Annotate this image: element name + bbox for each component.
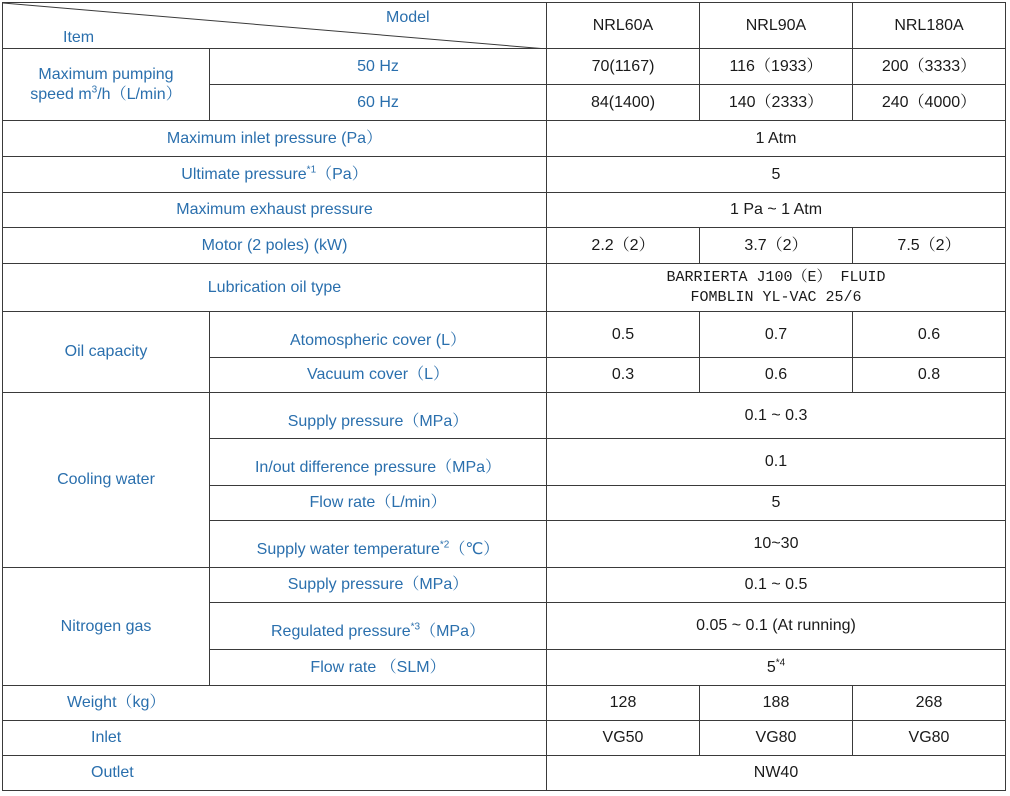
nitrogen-regulated-text-main: Regulated pressure bbox=[271, 623, 411, 640]
pumping-speed-60hz-label: 60 Hz bbox=[210, 85, 547, 121]
cooling-temperature-text-main: Supply water temperature bbox=[256, 541, 440, 558]
pumping-speed-unit-sup: 3 bbox=[91, 84, 98, 96]
pumping-speed-50hz-nrl180a: 200（3333） bbox=[853, 49, 1006, 85]
weight-label: Weight（kg） bbox=[3, 686, 547, 721]
nitrogen-flow-rate-label: Flow rate （SLM） bbox=[210, 650, 547, 686]
lubrication-oil-value bbox=[547, 264, 1006, 312]
cooling-flow-rate-label: Flow rate（L/min） bbox=[210, 486, 547, 521]
pumping-speed-50hz-nrl60a: 70(1167) bbox=[547, 49, 700, 85]
nitrogen-regulated-footnote: *3 bbox=[410, 621, 421, 633]
ultimate-pressure-value: 5 bbox=[547, 157, 1006, 193]
nitrogen-regulated-pressure-text bbox=[271, 610, 485, 642]
model-name-nrl90a: NRL90A bbox=[700, 3, 853, 49]
pumping-speed-label bbox=[3, 49, 210, 121]
oil-capacity-atmospheric-nrl180a: 0.6 bbox=[853, 312, 1006, 358]
motor-nrl90a: 3.7（2） bbox=[700, 228, 853, 264]
weight-nrl60a: 128 bbox=[547, 686, 700, 721]
item-header-label: Item bbox=[63, 29, 95, 46]
model-name-nrl60a: NRL60A bbox=[547, 3, 700, 49]
weight-nrl90a: 188 bbox=[700, 686, 853, 721]
nitrogen-regulated-unit: （MPa） bbox=[420, 623, 485, 640]
cooling-flow-rate-value: 5 bbox=[547, 486, 1006, 521]
cooling-temperature-value: 10~30 bbox=[547, 521, 1006, 568]
outlet-value: NW40 bbox=[547, 756, 1006, 791]
inlet-nrl60a: VG50 bbox=[547, 721, 700, 756]
lubrication-oil-line2: FOMBLIN YL-VAC 25/6 bbox=[690, 288, 862, 306]
ultimate-pressure-label bbox=[3, 157, 547, 193]
oil-capacity-atmospheric-nrl60a: 0.5 bbox=[547, 312, 700, 358]
nitrogen-flow-rate-number: 5 bbox=[766, 658, 776, 676]
nitrogen-flow-rate-value bbox=[547, 650, 1006, 686]
oil-capacity-atmospheric-text: Atomospheric cover (L） bbox=[289, 331, 467, 349]
nitrogen-supply-pressure-value: 0.1 ~ 0.5 bbox=[547, 568, 1006, 603]
inlet-pressure-label: Maximum inlet pressure (Pa） bbox=[3, 121, 547, 157]
nitrogen-flow-rate-footnote: *4 bbox=[775, 657, 786, 669]
model-name-nrl180a: NRL180A bbox=[853, 3, 1006, 49]
oil-capacity-atmospheric-nrl90a: 0.7 bbox=[700, 312, 853, 358]
pumping-speed-unit-suffix: /h（L/min） bbox=[97, 85, 182, 103]
model-header-label: Model bbox=[386, 9, 430, 26]
pumping-speed-50hz-nrl90a: 116（1933） bbox=[700, 49, 853, 85]
oil-capacity-vacuum-nrl60a: 0.3 bbox=[547, 358, 700, 393]
header-corner-cell bbox=[3, 3, 547, 49]
cooling-supply-pressure-label bbox=[210, 393, 547, 439]
exhaust-pressure-value: 1 Pa ~ 1 Atm bbox=[547, 193, 1006, 228]
nitrogen-regulated-pressure-label bbox=[210, 603, 547, 650]
exhaust-pressure-label: Maximum exhaust pressure bbox=[3, 193, 547, 228]
inlet-pressure-value: 1 Atm bbox=[547, 121, 1006, 157]
cooling-temperature-unit: （℃） bbox=[449, 541, 500, 558]
pumping-speed-label-line1: Maximum pumping bbox=[38, 65, 174, 83]
nitrogen-supply-pressure-label: Supply pressure（MPa） bbox=[210, 568, 547, 603]
oil-capacity-vacuum-nrl90a: 0.6 bbox=[700, 358, 853, 393]
outlet-label: Outlet bbox=[3, 756, 547, 791]
motor-label: Motor (2 poles) (kW) bbox=[3, 228, 547, 264]
ultimate-pressure-unit: （Pa） bbox=[316, 165, 368, 183]
ultimate-pressure-label-text: Ultimate pressure bbox=[181, 165, 307, 183]
pumping-speed-60hz-nrl180a: 240（4000） bbox=[853, 85, 1006, 121]
weight-nrl180a: 268 bbox=[853, 686, 1006, 721]
cooling-supply-pressure-value: 0.1 ~ 0.3 bbox=[547, 393, 1006, 439]
oil-capacity-vacuum-nrl180a: 0.8 bbox=[853, 358, 1006, 393]
pumping-speed-60hz-nrl60a: 84(1400) bbox=[547, 85, 700, 121]
motor-nrl180a: 7.5（2） bbox=[853, 228, 1006, 264]
nitrogen-gas-label: Nitrogen gas bbox=[3, 568, 210, 686]
pumping-speed-50hz-label: 50 Hz bbox=[210, 49, 547, 85]
inlet-nrl90a: VG80 bbox=[700, 721, 853, 756]
lubrication-oil-label: Lubrication oil type bbox=[3, 264, 547, 312]
nitrogen-regulated-pressure-value: 0.05 ~ 0.1 (At running) bbox=[547, 603, 1006, 650]
oil-capacity-atmospheric-label bbox=[210, 312, 547, 358]
cooling-water-label: Cooling water bbox=[3, 393, 210, 568]
pumping-speed-label-line2 bbox=[3, 85, 209, 105]
cooling-diff-pressure-label bbox=[210, 439, 547, 486]
pumping-speed-unit-prefix: speed m bbox=[30, 85, 92, 103]
ultimate-pressure-footnote: *1 bbox=[306, 164, 317, 176]
cooling-diff-pressure-text: In/out difference pressure（MPa） bbox=[254, 459, 502, 476]
cooling-temperature-text bbox=[257, 528, 500, 560]
cooling-diff-pressure-value: 0.1 bbox=[547, 439, 1006, 486]
motor-nrl60a: 2.2（2） bbox=[547, 228, 700, 264]
oil-capacity-vacuum-label: Vacuum cover（L） bbox=[210, 358, 547, 393]
cooling-supply-pressure-text: Supply pressure（MPa） bbox=[287, 412, 469, 430]
cooling-temperature-label bbox=[210, 521, 547, 568]
pumping-speed-60hz-nrl90a: 140（2333） bbox=[700, 85, 853, 121]
inlet-label: Inlet bbox=[3, 721, 547, 756]
inlet-nrl180a: VG80 bbox=[853, 721, 1006, 756]
oil-capacity-label: Oil capacity bbox=[3, 312, 210, 393]
cooling-temperature-footnote: *2 bbox=[439, 539, 450, 551]
specification-table bbox=[2, 2, 1006, 791]
lubrication-oil-line1: BARRIERTA J100（E） FLUID bbox=[666, 268, 886, 286]
